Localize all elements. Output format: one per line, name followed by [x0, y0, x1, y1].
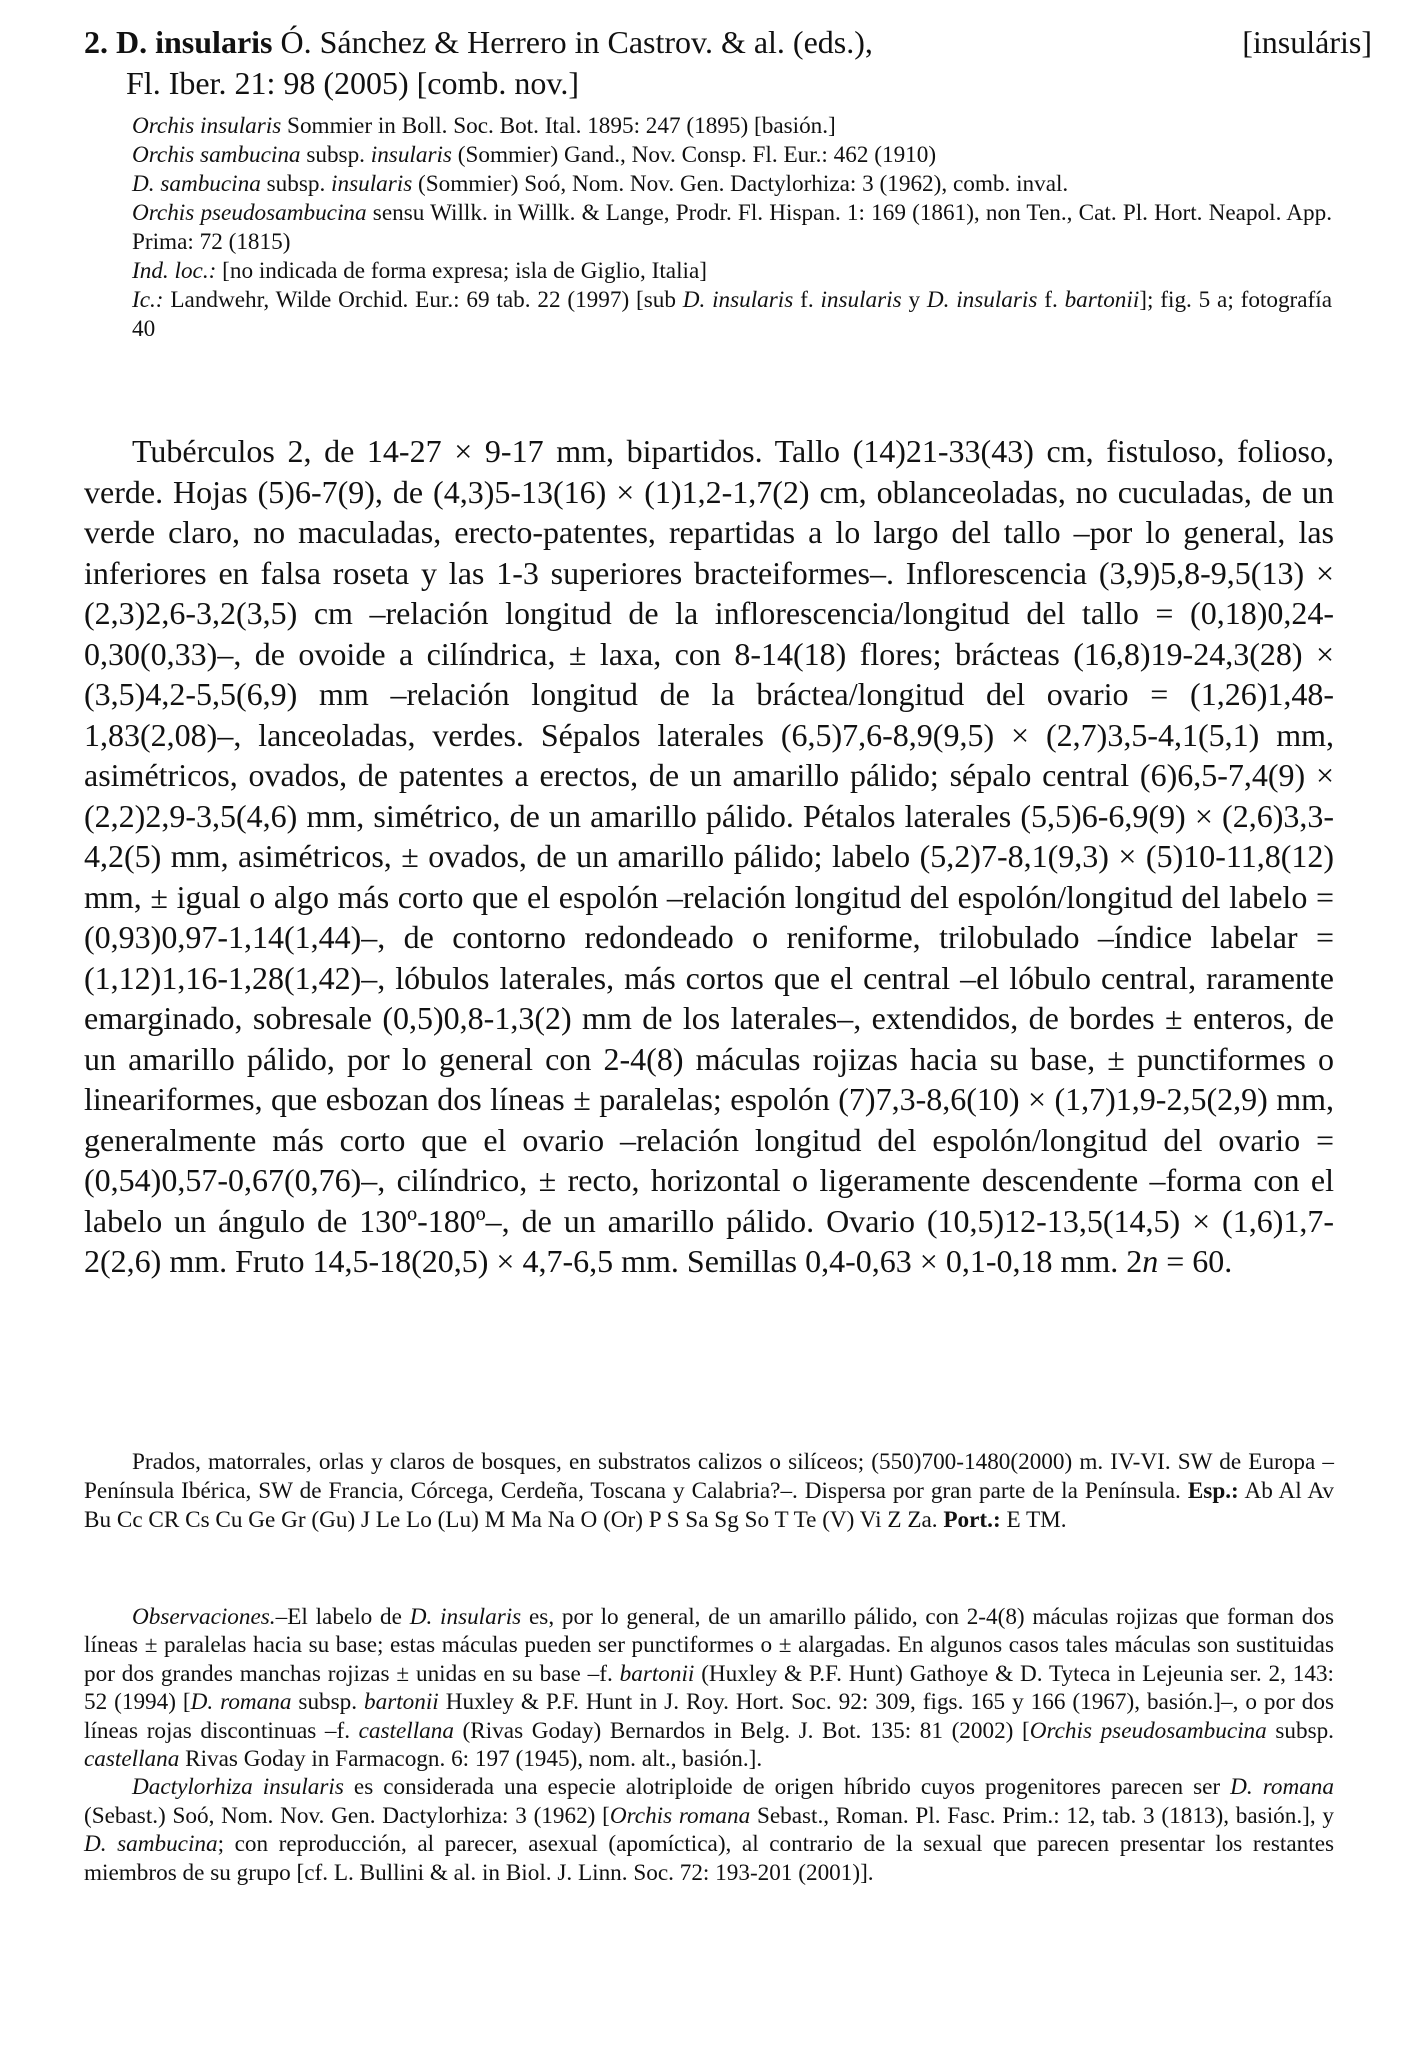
species-number: 2. [84, 24, 108, 60]
synonym-line: Orchis sambucina subsp. insularis (Sommier) Gand., Nov. Consp. Fl. Eur.: 462 (1910) [132, 142, 937, 168]
observations-block [84, 1603, 1334, 1887]
synonymy-block [132, 112, 1332, 344]
species-heading [84, 22, 1372, 104]
observations-paragraph-2: Dactylorhiza insularis es considerada una especie alotriploide de origen híbrido cuyos progenitores parecen ser D. romana (Sebast.) Soó, Nom. Nov. Gen. Dactylorhiza: 3 (1962) [Orchis romana Sebast., Roman. Pl. Fasc. Prim.: 12, tab. 3 (1813), basión.], y D. sambucina; con reproducción, al parecer, asexual (apomíctica), al contrario de la sexual que parecen presentar los restantes miembros de su grupo [cf. L. Bullini & al. in Biol. J. Linn. Soc. 72: 193-201 (2001)]. [84, 1774, 1335, 1886]
species-authors: Ó. Sánchez & Herrero in Castrov. & al. (eds.), [280, 24, 873, 60]
synonym-line: D. sambucina subsp. insularis (Sommier) Soó, Nom. Nov. Gen. Dactylorhiza: 3 (1962), comb. inval. [132, 171, 1069, 197]
spain-label: Esp.: [1187, 1478, 1239, 1504]
portugal-label: Port.: [943, 1507, 1001, 1533]
type-locality: Ind. loc.: [no indicada de forma expresa; isla de Giglio, Italia] [132, 258, 707, 284]
observations-paragraph-1: Observaciones.–El labelo de D. insularis es, por lo general, de un amarillo pálido, con 2-4(8) máculas rojizas que forman dos líneas ± paralelas hacia su base; estas máculas pueden ser punctiformes o ± alargadas. En algunos casos tales máculas son sustituidas por dos grandes manchas rojizas ± unidas en su base –f. bartonii (Huxley & P.F. Hunt) Gathoye & D. Tyteca in Lejeunia ser. 2, 143: 52 (1994) [D. romana subsp. bartonii Huxley & P.F. Hunt in J. Roy. Hort. Soc. 92: 309, figs. 165 y 166 (1967), basión.]–, o por dos líneas rojas discontinuas –f. castellana (Rivas Goday) Bernardos in Belg. J. Bot. 135: 81 (2002) [Orchis pseudosambucina subsp. castellana Rivas Goday in Farmacogn. 6: 197 (1945), nom. alt., basión.]. [84, 1604, 1334, 1773]
synonym-line: Orchis insularis Sommier in Boll. Soc. Bot. Ital. 1895: 247 (1895) [basión.] [132, 113, 836, 139]
description-paragraph: Tubérculos 2, de 14-27 × 9-17 mm, bipartidos. Tallo (14)21-33(43) cm, fistuloso, folioso, verde. Hojas (5)6-7(9), de (4,3)5-13(16) × (1)1,2-1,7(2) cm, oblanceoladas, no cuculadas, de un verde claro, no maculadas, erecto-patentes, repartidas a lo largo del tallo –por lo general, las inferiores en falsa roseta y las 1-3 superiores bracteiformes–. Inflorescencia (3,9)5,8-9,5(13) × (2,3)2,6-3,2(3,5) cm –relación longitud de la inflorescencia/longitud del tallo = (0,18)0,24-0,30(0,33)–, de ovoide a cilíndrica, ± laxa, con 8-14(18) flores; brácteas (16,8)19-24,3(28) × (3,5)4,2-5,5(6,9) mm –relación longitud de la bráctea/longitud del ovario = (1,26)1,48-1,83(2,08)–, lanceoladas, verdes. Sépalos laterales (6,5)7,6-8,9(9,5) × (2,7)3,5-4,1(5,1) mm, asimétricos, ovados, de patentes a erectos, de un amarillo pálido; sépalo central (6)6,5-7,4(9) × (2,2)2,9-3,5(4,6) mm, simétrico, de un amarillo pálido. Pétalos laterales (5,5)6-6,9(9) × (2,6)3,3-4,2(5) mm, asimétricos, ± ovados, de un amarillo pálido; labelo (5,2)7-8,1(9,3) × (5)10-11,8(12) mm, ± igual o algo más corto que el espolón –relación longitud del espolón/longitud del labelo = (0,93)0,97-1,14(1,44)–, de contorno redondeado o reniforme, trilobulado –índice labelar = (1,12)1,16-1,28(1,42)–, lóbulos laterales, más cortos que el central –el lóbulo central, raramente emarginado, sobresale (0,5)0,8-1,3(2) mm de los laterales–, extendidos, de bordes ± enteros, de un amarillo pálido, por lo general con 2-4(8) máculas rojizas hacia su base, ± punctiformes o lineariformes, que esbozan dos líneas ± paralelas; espolón (7)7,3-8,6(10) × (1,7)1,9-2,5(2,9) mm, generalmente más corto que el ovario –relación longitud del espolón/longitud del ovario = (0,54)0,57-0,67(0,76)–, cilíndrico, ± recto, horizontal o ligeramente descendente –forma con el labelo un ángulo de 130º-180º–, de un amarillo pálido. Ovario (10,5)12-13,5(14,5) × (1,6)1,7-2(2,6) mm. Fruto 14,5-18(20,5) × 4,7-6,5 mm. Semillas 0,4-0,63 × 0,1-0,18 mm. 2n = 60. [84, 433, 1334, 1279]
iconography: Ic.: Landwehr, Wilde Orchid. Eur.: 69 tab. 22 (1997) [sub D. insularis f. insularis y D. insularis f. bartonii]; fig. 5 a; fotografía 40 [132, 287, 1333, 342]
species-publication: Fl. Iber. 21: 98 (2005) [comb. nov.] [126, 65, 579, 101]
synonym-line: Orchis pseudosambucina sensu Willk. in Willk. & Lange, Prodr. Fl. Hispan. 1: 169 (1861), non Ten., Cat. Pl. Hort. Neapol. App. Prima: 72 (1815) [132, 200, 1332, 255]
species-name: D. insularis [116, 24, 273, 60]
pronunciation: [insuláris] [1242, 24, 1372, 60]
habitat-paragraph: Prados, matorrales, orlas y claros de bosques, en substratos calizos o silíceos; (550)700-1480(2000) m. IV-VI. SW de Europa –Península Ibérica, SW de Francia, Córcega, Cerdeña, Toscana y Calabria?–. Dispersa por gran parte de la Península. Esp.: Ab Al Av Bu Cc CR Cs Cu Ge Gr (Gu) J Le Lo (Lu) M Ma Na O (Or) P S Sa Sg So T Te (V) Vi Z Za. Port.: E TM. [84, 1449, 1334, 1533]
